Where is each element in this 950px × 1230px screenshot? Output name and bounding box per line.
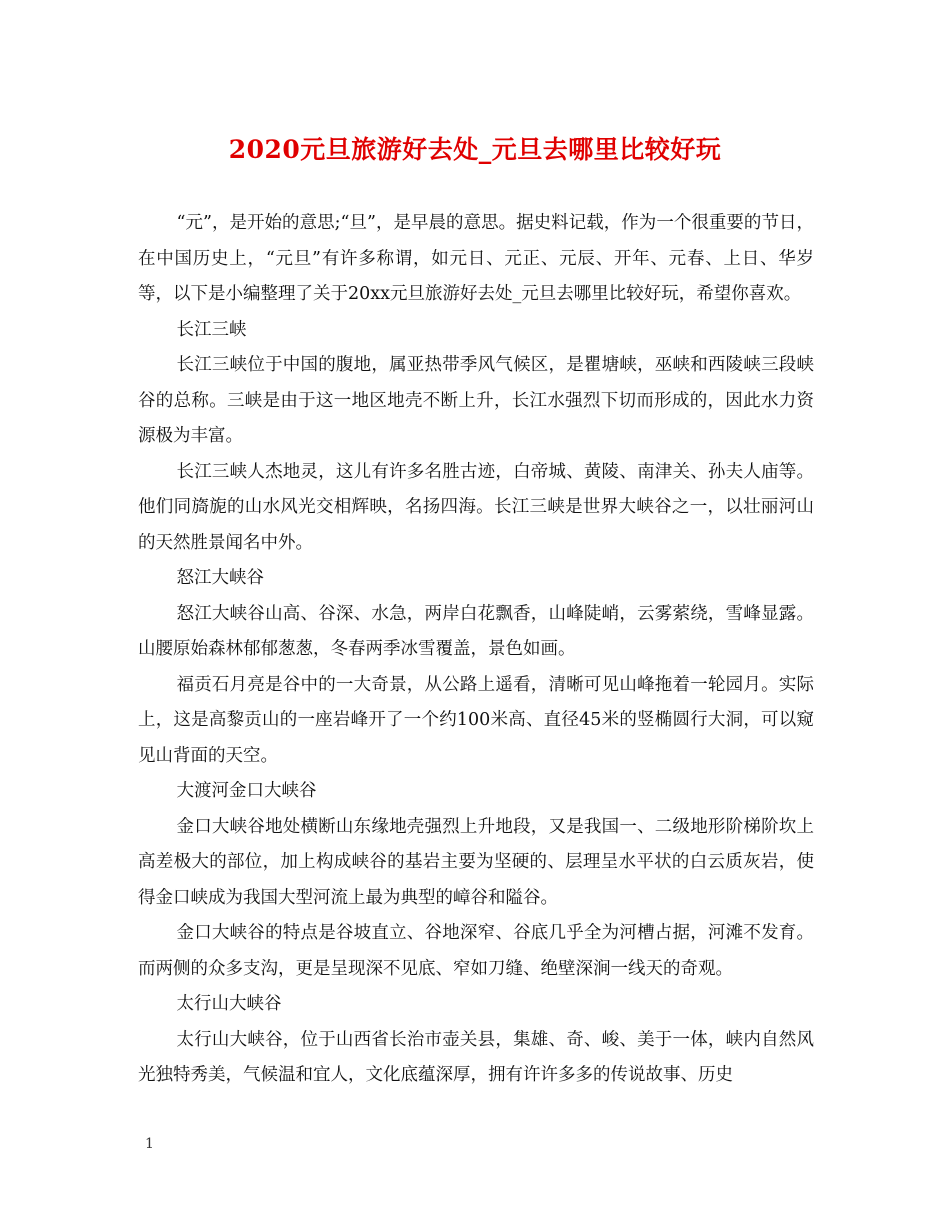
section-heading-nujiang: 怒江大峡谷 xyxy=(176,568,264,588)
paragraph: 福贡石月亮是谷中的一大奇景，从公路上遥看，清晰可见山峰拖着一轮园月。实际上，这是高黎贡山的一座岩峰开了一个约100米高、直径45米的竖椭圆行大洞，可以窥见山背面的天空。 xyxy=(138,674,814,766)
paragraph: 金口大峡谷地处横断山东缘地壳强烈上升地段，又是我国一、二级地形阶梯阶坎上高差极大的部位，加上构成峡谷的基岩主要为坚硬的、层理呈水平状的白云质灰岩，使得金口峡成为我国大型河流上最为典型的嶂谷和隘谷。 xyxy=(138,816,814,908)
paragraph: 金口大峡谷的特点是谷坡直立、谷地深窄、谷底几乎全为河槽占据，河滩不发育。而两侧的众多支沟，更是呈现深不见底、窄如刀缝、绝壁深涧一线天的奇观。 xyxy=(138,923,814,979)
section-heading-taihang: 太行山大峡谷 xyxy=(176,994,282,1014)
paragraph: 太行山大峡谷，位于山西省长治市壶关县，集雄、奇、峻、美于一体，峡内自然风光独特秀美，气候温和宜人，文化底蕴深厚，拥有许许多多的传说故事、历史 xyxy=(138,1029,814,1085)
section-heading-jinkou: 大渡河金口大峡谷 xyxy=(176,781,317,801)
document-body xyxy=(138,206,814,1094)
intro-paragraph: “元”，是开始的意思;“旦”，是早晨的意思。据史料记载，作为一个很重要的节日，在中国历史上，“元旦”有许多称谓，如元日、元正、元辰、开年、元春、上日、华岁等，以下是小编整理了关于20xx元旦旅游好去处_元旦去哪里比较好玩，希望你喜欢。 xyxy=(138,213,814,304)
page-title: 2020元旦旅游好去处_元旦去哪里比较好玩 xyxy=(228,135,722,164)
section-heading-yangtze: 长江三峡 xyxy=(176,319,247,340)
paragraph: 长江三峡人杰地灵，这儿有许多名胜古迹，白帝城、黄陵、南津关、孙夫人庙等。他们同旖旎的山水风光交相辉映，名扬四海。长江三峡是世界大峡谷之一，以壮丽河山的天然胜景闻名中外。 xyxy=(138,461,814,553)
paragraph: 长江三峡位于中国的腹地，属亚热带季风气候区，是瞿塘峡，巫峡和西陵峡三段峡谷的总称。三峡是由于这一地区地壳不断上升，长江水强烈下切而形成的，因此水力资源极为丰富。 xyxy=(138,355,814,446)
page-number: 1 xyxy=(145,1136,154,1152)
paragraph: 怒江大峡谷山高、谷深、水急，两岸白花飘香，山峰陡峭，云雾萦绕，雪峰显露。山腰原始森林郁郁葱葱，冬春两季冰雪覆盖，景色如画。 xyxy=(138,603,814,659)
